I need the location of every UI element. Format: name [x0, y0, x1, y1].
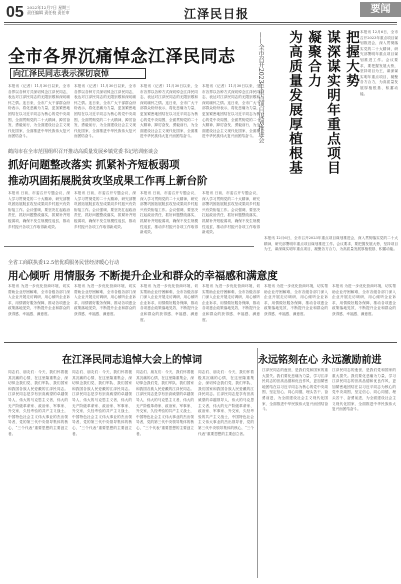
- right-feature-body-top: 本报讯 12月6日，全市召开2023年重点项目谋划推进会，深入贯彻落实党的二十大精神，研究部署明年重点项目谋划推进工作。会议要求，要把握发展大势，坚持项目为王，谋深谋实明年重点项目，凝聚各方合力，为高质量发展厚植根基、积蓄动能。: [360, 30, 398, 96]
- right-feature-body-bottom: 本报讯 12月6日，全市召开2023年重点项目谋划推进会，深入贯彻落实党的二十大精神，研究部署明年重点项目谋划推进工作。会议要求，要把握发展大势，坚持项目为王，谋深谋实明年重点项目，凝聚各方合力，为高质量发展厚植根基、积蓄动能。: [264, 236, 398, 252]
- right-feature-vertical-headline: [268, 30, 358, 230]
- right-feature-subtitle: ——全市召开2023年重点项目谋划推进会: [257, 32, 264, 144]
- header-rule: [4, 22, 397, 23]
- bottom-left-body-col2: 同志们、朋友们：今天，我们怀着极其沉痛的心情，在这里隆重集会，深切悼念我们党、我们军队、我们国家和我国各族人民爱戴的江泽民同志。江泽民同志是享有崇高威望的卓越领导人，伟大的马克思主义者，伟大的无产阶级革命家、政治家、军事家、外交家，久经考验的共产主义战士，中国特色社会主义伟大事业的杰出领导者，党的第三代中央领导集体的核心，“三个代表”重要思想的主要创立者。: [72, 370, 132, 436]
- header-rule-thin: [4, 24, 397, 25]
- main-headline: 全市各界沉痛悼念江泽民同志: [8, 47, 236, 67]
- bottom-right-headline: 永远铭刻在心 永远激励前进: [258, 355, 382, 366]
- story3-body-col3: 本报讯 为进一步优化营商环境，切实帮助企业纾困解难，全市各级各部门深入企业开展走访调研，用心倾听企业诉求，用情做好服务保障，推动各项惠企政策落地见效，不断提升企业和群众的获得感、幸福感、满意度。: [140, 284, 198, 322]
- bottom-left-body-col4: 同志们、朋友们：今天，我们怀着极其沉痛的心情，在这里隆重集会，深切悼念我们党、我们军队、我们国家和我国各族人民爱戴的江泽民同志。江泽民同志是享有崇高威望的卓越领导人，伟大的马克思主义者，伟大的无产阶级革命家、政治家、军事家、外交家，久经考验的共产主义战士，中国特色社会主义伟大事业的杰出领导者，党的第三代中央领导集体的核心，“三个代表”重要思想的主要创立者。: [198, 370, 254, 436]
- bottom-left-headline: 在江泽民同志追悼大会上的悼词: [62, 355, 202, 366]
- bottom-left-body-col3: 同志们、朋友们：今天，我们怀着极其沉痛的心情，在这里隆重集会，深切悼念我们党、我们军队、我们国家和我国各族人民爱戴的江泽民同志。江泽民同志是享有崇高威望的卓越领导人，伟大的马克思主义者，伟大的无产阶级革命家、政治家、军事家、外交家，久经考验的共产主义战士，中国特色社会主义伟大事业的杰出领导者，党的第三代中央领导集体的核心，“三个代表”重要思想的主要创立者。: [136, 370, 194, 436]
- main-body-col4: 本报讯（记者）11月30日以来，全市各界以各种方式深切悼念江泽民同志，表达对江泽民同志的无限崇敬和深切缅怀之情。连日来，全市广大干部群众纷纷表示，将化悲痛为力量，更加紧密地团结在以习近平同志为核心的党中央周围，全面贯彻党的二十大精神，踔厉奋发、勇毅前行，为全面建设社会主义现代化国家、全面推进中华民族伟大复兴而团结奋斗。: [202, 84, 260, 139]
- section-divider: [4, 246, 254, 247]
- story3-body-col6: 本报讯 为进一步优化营商环境，切实帮助企业纾困解难，全市各级各部门深入企业开展走访调研，用心倾听企业诉求，用情做好服务保障，推动各项惠企政策落地见效，不断提升企业和群众的获得感、幸福感、满意度。: [332, 284, 396, 316]
- story3-body-col2: 本报讯 为进一步优化营商环境，切实帮助企业纾困解难，全市各级各部门深入企业开展走访调研，用心倾听企业诉求，用情做好服务保障，推动各项惠企政策落地见效，不断提升企业和群众的获得感、幸福感、满意度。: [74, 284, 136, 316]
- story2-body-col3: 本报讯 日前，市委召开专题会议，深入学习贯彻党的二十大精神，研究部署巩固拓展脱贫攻坚成果同乡村振兴有效衔接工作。会议强调，要坚决扛起政治责任，抓好问题整改落实，抓紧补齐短板弱项，确保不发生规模性返贫，推动乡村振兴各项工作取得新成效。: [140, 191, 198, 235]
- story2-headline-line2: 推动巩固拓展脱贫攻坚成果工作再上新台阶: [8, 175, 208, 187]
- lower-divider: [4, 342, 397, 343]
- story3-body-col4: 本报讯 为进一步优化营商环境，切实帮助企业纾困解难，全市各级各部门深入企业开展走访调研，用心倾听企业诉求，用情做好服务保障，推动各项惠企政策落地见效，不断提升企业和群众的获得感、幸福感、满意度。: [202, 284, 260, 322]
- story3-body-col1: 本报讯 为进一步优化营商环境，切实帮助企业纾困解难，全市各级各部门深入企业开展走访调研，用心倾听企业诉求，用情做好服务保障，推动各项惠企政策落地见效，不断提升企业和群众的获得感、幸福感、满意度。: [8, 284, 70, 316]
- story2-kicker: 鹤岗市在全市范围组织召开推动高质量发展乡镇党委书记培训座谈会: [8, 149, 159, 155]
- story3-kicker: 全省工商联执委12.5倍优质服务民营经济暖心行动: [8, 260, 120, 266]
- story3-headline: 用心倾听 用情服务 不断提升企业和群众的幸福感和满意度: [8, 270, 278, 282]
- story2-body-col4: 本报讯 日前，市委召开专题会议，深入学习贯彻党的二十大精神，研究部署巩固拓展脱贫攻坚成果同乡村振兴有效衔接工作。会议强调，要坚决扛起政治责任，抓好问题整改落实，抓紧补齐短板弱项，确保不发生规模性返贫，推动乡村振兴各项工作取得新成效。: [202, 191, 260, 235]
- story2-body-col1: 本报讯 日前，市委召开专题会议，深入学习贯彻党的二十大精神，研究部署巩固拓展脱贫攻坚成果同乡村振兴有效衔接工作。会议强调，要坚决扛起政治责任，抓好问题整改落实，抓紧补齐短板弱项，确保不发生规模性返贫，推动乡村振兴各项工作取得新成效。: [8, 191, 70, 229]
- story2-headline-line1: 抓好问题整改落实 抓紧补齐短板弱项: [8, 159, 180, 171]
- column-divider: [257, 348, 258, 578]
- main-body-col2: 本报讯（记者）11月30日以来，全市各界以各种方式深切悼念江泽民同志，表达对江泽民同志的无限崇敬和深切缅怀之情。连日来，全市广大干部群众纷纷表示，将化悲痛为力量，更加紧密地团结在以习近平同志为核心的党中央周围，全面贯彻党的二十大精神，踔厉奋发、勇毅前行，为全面建设社会主义现代化国家、全面推进中华民族伟大复兴而团结奋斗。: [74, 84, 136, 139]
- page-number: 05: [6, 4, 24, 21]
- main-body-col3: 本报讯（记者）11月30日以来，全市各界以各种方式深切悼念江泽民同志，表达对江泽民同志的无限崇敬和深切缅怀之情。连日来，全市广大干部群众纷纷表示，将化悲痛为力量，更加紧密地团结在以习近平同志为核心的党中央周围，全面贯彻党的二十大精神，踔厉奋发、勇毅前行，为全面建设社会主义现代化国家、全面推进中华民族伟大复兴而团结奋斗。: [140, 84, 198, 139]
- vertical-headline-2: 谋深谋实明年重点项目: [324, 30, 340, 175]
- newspaper-logo: 江泽民日报: [184, 7, 250, 21]
- section-tag: 要闻: [360, 2, 401, 17]
- bottom-right-body-col2: 江泽民同志的逝世，是我们党和国家的重大损失。我们要化悲痛为力量，学习江泽民同志的崇高品德和优良作风，更加紧密地团结在以习近平同志为核心的党中央周围，坚定信心、同心同德，埋头苦干、奋勇前进，为全面建设社会主义现代化国家、全面推进中华民族伟大复兴而团结奋斗。: [332, 368, 396, 412]
- story3-body-col5: 本报讯 为进一步优化营商环境，切实帮助企业纾困解难，全市各级各部门深入企业开展走访调研，用心倾听企业诉求，用情做好服务保障，推动各项惠企政策落地见效，不断提升企业和群众的获得感、幸福感、满意度。: [264, 284, 328, 316]
- date-line: 2022年12月7日 星期三 责任编辑 责任校 责任审: [27, 5, 71, 15]
- vertical-headline-4: 为高质量发展厚植根基: [286, 30, 302, 175]
- bottom-right-body-col1: 江泽民同志的逝世，是我们党和国家的重大损失。我们要化悲痛为力量，学习江泽民同志的崇高品德和优良作风，更加紧密地团结在以习近平同志为核心的党中央周围，坚定信心、同心同德，埋头苦干、奋勇前进，为全面建设社会主义现代化国家、全面推进中华民族伟大复兴而团结奋斗。: [262, 368, 328, 412]
- main-body-col1: 本报讯（记者）11月30日以来，全市各界以各种方式深切悼念江泽民同志，表达对江泽民同志的无限崇敬和深切缅怀之情。连日来，全市广大干部群众纷纷表示，将化悲痛为力量，更加紧密地团结在以习近平同志为核心的党中央周围，全面贯彻党的二十大精神，踔厉奋发、勇毅前行，为全面建设社会主义现代化国家、全面推进中华民族伟大复兴而团结奋斗。: [8, 84, 70, 139]
- bottom-left-body-col1: 同志们、朋友们：今天，我们怀着极其沉痛的心情，在这里隆重集会，深切悼念我们党、我们军队、我们国家和我国各族人民爱戴的江泽民同志。江泽民同志是享有崇高威望的卓越领导人，伟大的马克思主义者，伟大的无产阶级革命家、政治家、军事家、外交家，久经考验的共产主义战士，中国特色社会主义伟大事业的杰出领导者，党的第三代中央领导集体的核心，“三个代表”重要思想的主要创立者。: [8, 370, 68, 436]
- main-subheadline: 向江泽民同志表示深切哀悼: [10, 68, 146, 79]
- story2-body-col2: 本报讯 日前，市委召开专题会议，深入学习贯彻党的二十大精神，研究部署巩固拓展脱贫攻坚成果同乡村振兴有效衔接工作。会议强调，要坚决扛起政治责任，抓好问题整改落实，抓紧补齐短板弱项，确保不发生规模性返贫，推动乡村振兴各项工作取得新成效。: [74, 191, 136, 229]
- vertical-headline-1: 把握大势: [343, 30, 359, 88]
- vertical-headline-3: 凝聚合力: [305, 30, 321, 88]
